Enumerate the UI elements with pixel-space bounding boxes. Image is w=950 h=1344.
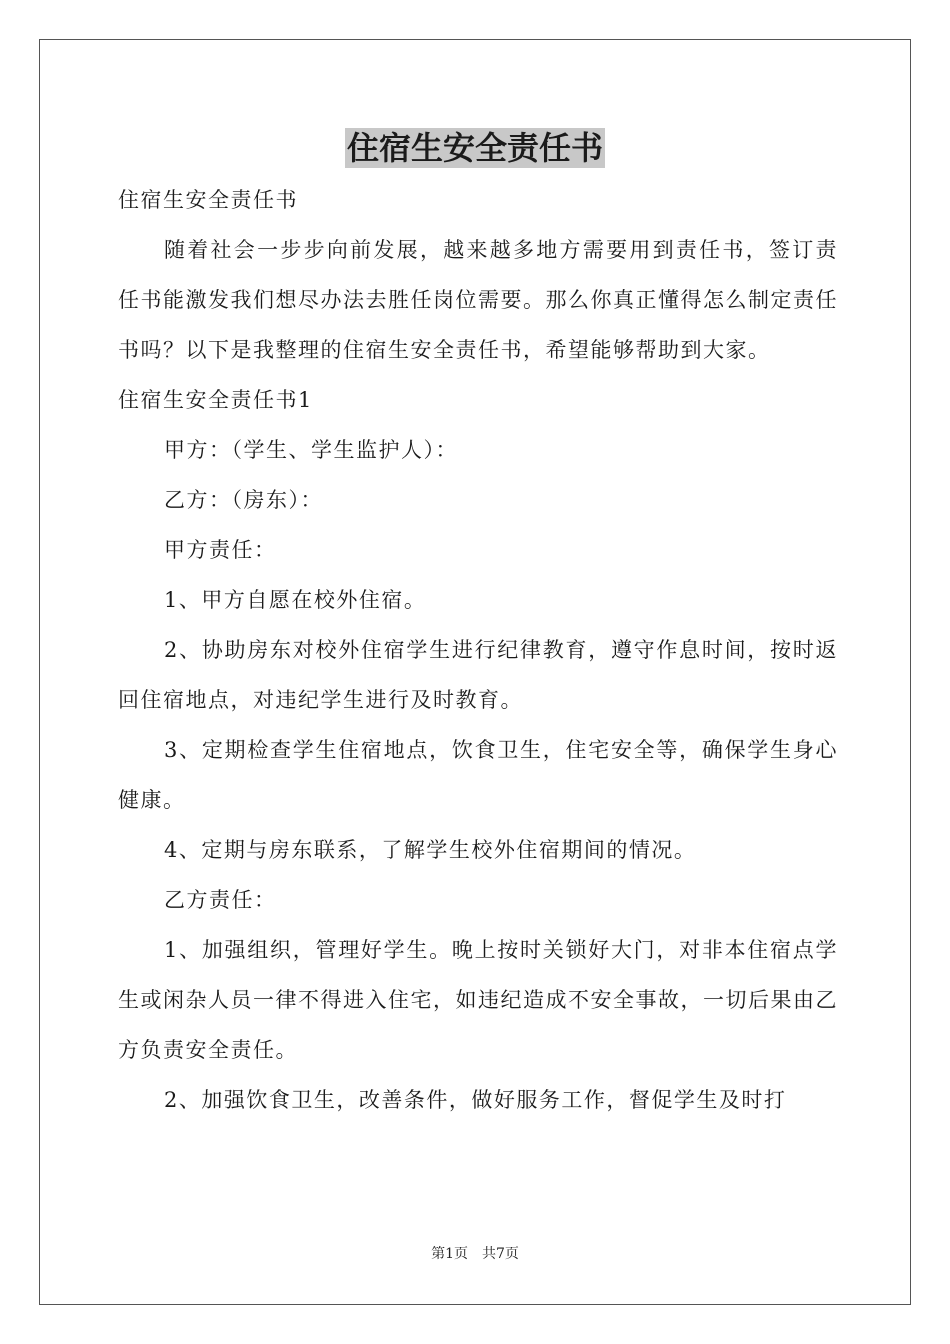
- paragraph: 2、协助房东对校外住宿学生进行纪律教育，遵守作息时间，按时返回住宿地点，对违纪学生进行及时教育。: [118, 638, 838, 712]
- paragraph: 随着社会一步步向前发展，越来越多地方需要用到责任书，签订责任书能激发我们想尽办法去胜任岗位需要。那么你真正懂得怎么制定责任书吗？以下是我整理的住宿生安全责任书，希望能够帮助到大家。: [118, 238, 838, 362]
- paragraph: 甲方：（学生、学生监护人）：: [164, 438, 458, 462]
- paragraph: 4、定期与房东联系，了解学生校外住宿期间的情况。: [164, 838, 697, 862]
- page-number: 第1页: [431, 1246, 468, 1262]
- title-container: [0, 128, 950, 168]
- paragraph: 住宿生安全责任书1: [118, 388, 313, 412]
- paragraph: 住宿生安全责任书: [118, 188, 298, 212]
- paragraph: 乙方：（房东）：: [164, 488, 323, 512]
- paragraph: 1、加强组织，管理好学生。晚上按时关锁好大门，对非本住宿点学生或闲杂人员一律不得进入住宅，如违纪造成不安全事故，一切后果由乙方负责安全责任。: [118, 938, 838, 1062]
- document-title: 住宿生安全责任书: [346, 129, 603, 167]
- paragraph: 3、定期检查学生住宿地点，饮食卫生，住宅安全等，确保学生身心健康。: [118, 738, 838, 812]
- paragraph: 甲方责任：: [164, 538, 277, 562]
- page-total: 共7页: [482, 1246, 519, 1262]
- document-body: [118, 175, 838, 1125]
- paragraph: 2、加强饮食卫生，改善条件，做好服务工作，督促学生及时打: [164, 1088, 787, 1112]
- paragraph: 乙方责任：: [164, 888, 277, 912]
- page-footer: [0, 1245, 950, 1263]
- paragraph: 1、甲方自愿在校外住宿。: [164, 588, 427, 612]
